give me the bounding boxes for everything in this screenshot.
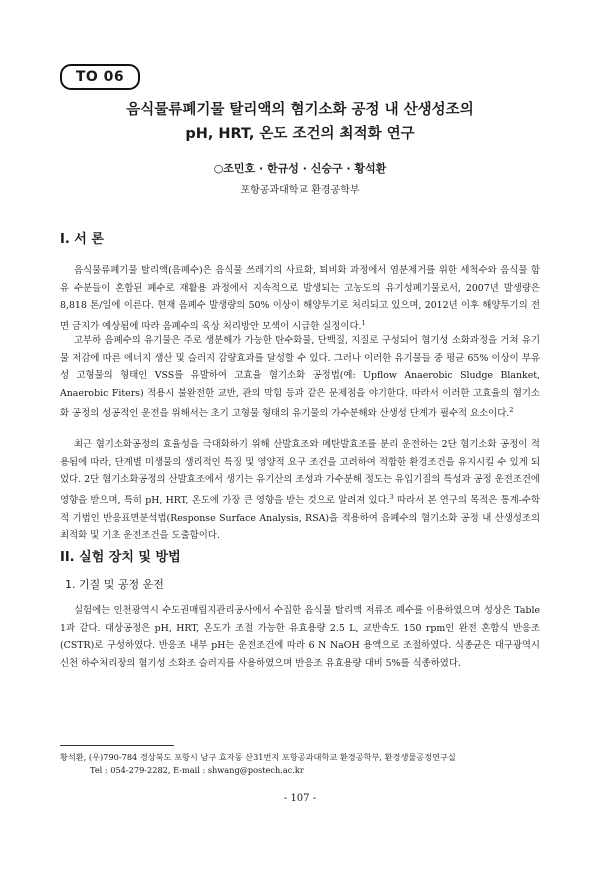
page-number: - 107 - xyxy=(283,793,317,804)
methods-paragraph-1: 실험에는 인천광역시 수도권매립지관리공사에서 수집한 음식물 탈리액 저류조 폐수를 이용하였으며 성상은 Table 1과 같다. 대상공정은 pH, HRT, 온도가 조절 가능한 유효용량 2.5 L, 교반속도 150 rpm인 완전 혼합식 반응조(CSTR)로 구성하였다. 반응조 내부 pH는 운전조건에 따라 6 N NaOH 용액으로 조절하였다. 식종균은 대구광역시 신천 하수처리장의 혐기성 소화조 슬러지를 사용하였으며 반응조 유효용량 대비 5%를 식종하였다. xyxy=(60,605,540,669)
subsection-heading-substrate: 1. 기질 및 공정 운전 xyxy=(65,578,164,591)
author-list: ○조민호 · 한규성 · 신승구 · 황석환 xyxy=(213,162,387,175)
paper-title-line1: 음식물류폐기물 탈리액의 혐기소화 공정 내 산생성조의 xyxy=(126,102,474,118)
intro-paragraph-3-text: 최근 혐기소화공정의 효율성을 극대화하기 위해 산발효조와 메탄발효조를 분리 운전하는 2단 혐기소화 공정이 적용됨에 따라, 단계별 미생물의 생리적인 특징 및 영양적 요구 조건을 고려하여 적합한 환경조건을 유지시킬 수 있게 되었다. 2단 혐기소화공정의 산발효조에서 생기는 유기산의 조성과 가수분해 정도는 유입기질의 특성과 공정 운전조건에 영향을 받으며, 특히 pH, HRT, 온도에 가장 큰 영향을 받는 것으로 알려져 있다. xyxy=(60,439,540,506)
session-badge: TO 06 xyxy=(60,64,140,90)
intro-paragraph-2 xyxy=(60,332,540,423)
section-heading-intro: I. 서 론 xyxy=(60,232,104,247)
intro-paragraph-3 xyxy=(60,436,540,545)
affiliation: 포항공과대학교 환경공학부 xyxy=(240,185,360,196)
citation-3: 3 xyxy=(389,492,394,501)
footnote-contact: Tel : 054-279-2282, E-mail : shwang@postech.ac.kr xyxy=(90,765,304,775)
intro-paragraph-2-text: 고부하 음폐수의 유기물은 주로 생분해가 가능한 탄수화물, 단백질, 지질로 구성되어 혐기성 소화과정을 거쳐 유기물 저감에 따른 에너지 생산 및 슬러지 감량효과를 달성할 수 있다. 그러나 이러한 유기물들 중 평균 65% 이상이 부유성 고형물의 형태인 VSS를 유발하여 고효율 혐기소화 공정법(예: Upflow Anaerobic Sludge Blanket, Anaerobic Fiters) 적용시 불완전한 교반, 관의 막힘 등과 같은 문제점을 야기한다. 따라서 이러한 고효율의 혐기소화 공정의 성공적인 운전을 위해서는 초기 고형물 형태의 유기물의 가수분해와 산생성 단계가 필수적 요소이다. xyxy=(60,335,540,420)
citation-2: 2 xyxy=(509,406,514,415)
citation-1: 1 xyxy=(361,318,366,327)
intro-paragraph-3-tail: 따라서 본 연구의 목적은 통계-수학적 기법인 반응표면분석법(Response Surface Analysis, RSA)을 적용하여 음폐수의 혐기소화 공정 내 산생성조의 최적화 및 기초 운전조건을 도출함이다. xyxy=(60,494,540,542)
paper-title-line2: pH, HRT, 온도 조건의 최적화 연구 xyxy=(185,126,415,142)
intro-paragraph-1 xyxy=(60,262,540,336)
section-heading-methods: II. 실험 장치 및 방법 xyxy=(60,550,181,565)
intro-paragraph-1-text: 음식물류폐기물 탈리액(음폐수)은 음식물 쓰레기의 사료화, 퇴비화 과정에서 염분제거를 위한 세척수와 음식물 함유 수분들이 혼합된 폐수로 재활용 과정에서 지속적으로 발생되는 고농도의 유기성폐기물로서, 2007년 발생량은 8,818 톤/일에 이른다. 현재 음폐수 발생량의 50% 이상이 해양투기로 처리되고 있으며, 2012년 이후 해양투기의 전면 금지가 예상됨에 따라 음폐수의 육상 처리방안 모색이 시급한 실정이다. xyxy=(60,265,540,332)
footnote-address: 황석환, (우)790-784 경상북도 포항시 남구 효자동 산31번지 포항공과대학교 환경공학부, 환경생물공정연구실 xyxy=(60,752,456,762)
footnote-rule xyxy=(60,745,174,746)
